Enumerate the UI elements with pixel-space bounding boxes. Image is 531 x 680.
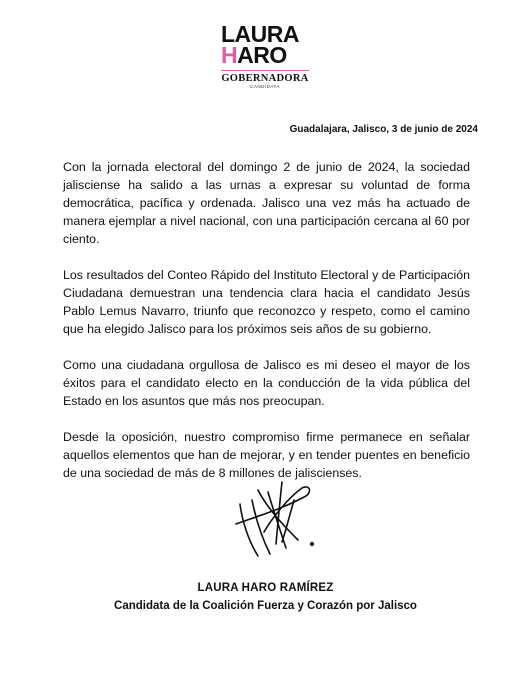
paragraph-2: Los resultados del Conteo Rápido del Instituto Electoral y de Participación Ciudadana demuestran una tendencia clara hacia el candidato Jesús Pablo Lemus Navarro, triunfo que reconozco y respeto, como el camino que ha elegido Jalisco para los próximos seis años de su gobierno.	[63, 268, 470, 336]
dateline: Guadalajara, Jalisco, 3 de junio de 2024	[289, 124, 478, 135]
logo-laura: LAURA	[221, 21, 299, 47]
handwritten-signature	[228, 470, 320, 562]
paragraph-1: Con la jornada electoral del domingo 2 de junio de 2024, la sociedad jalisciense ha salido a las urnas a expresar su voluntad de forma democrática, pacífica y ordenada. Jalisco una vez más ha actuado de manera ejemplar a nivel nacional, con una participación cercana al 60 por ciento.	[63, 160, 470, 246]
signatory-role: Candidata de la Coalición Fuerza y Corazón por Jalisco	[114, 600, 417, 612]
logo-haro-rest: ARO	[237, 42, 287, 68]
logo-haro	[221, 42, 313, 68]
paragraph-3: Como una ciudadana orgullosa de Jalisco es mi deseo el mayor de los éxitos para el candidato electo en la conducción de la vida pública del Estado en los asuntos que más nos preocupan.	[63, 358, 470, 408]
logo-gobernadora: GOBERNADORA	[221, 70, 309, 84]
letter-body	[63, 158, 470, 500]
logo-haro-h: H	[221, 42, 238, 68]
campaign-logo	[221, 21, 313, 94]
paragraph-4: Desde la oposición, nuestro compromiso firme permanece en señalar aquellos elementos que han de mejorar, y en tender puentes en beneficio de una sociedad de más de 8 millones de jaliscienses.	[63, 430, 470, 480]
signatory-name: LAURA HARO RAMÍREZ	[197, 582, 334, 594]
logo-candidata: CANDIDATA	[250, 84, 280, 89]
